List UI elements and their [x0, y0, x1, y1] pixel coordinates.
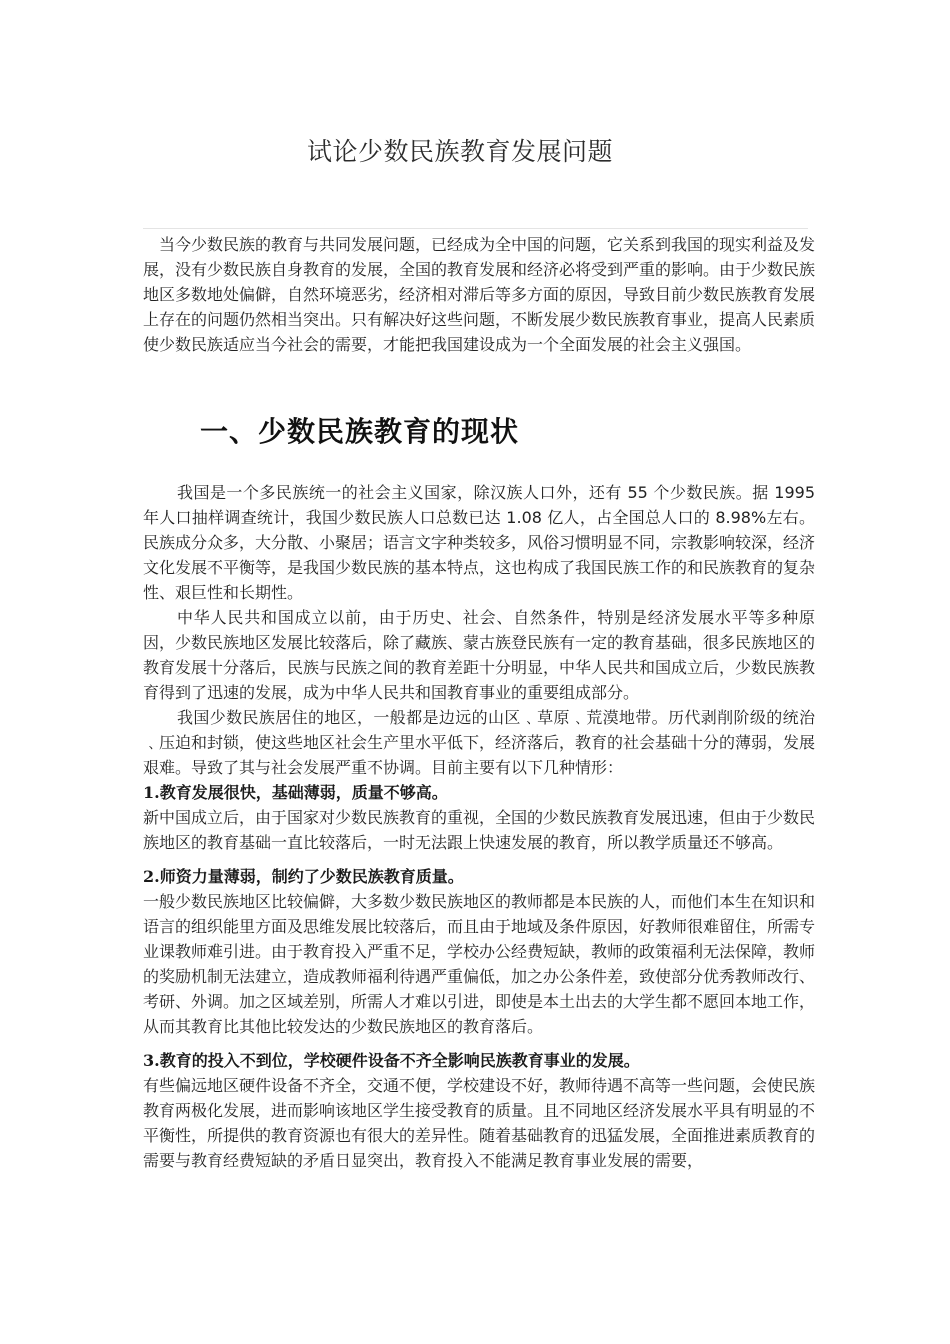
body-paragraph: 我国是一个多民族统一的社会主义国家，除汉族人口外，还有 55 个少数民族。据 1995 年人口抽样调查统计，我国少数民族人口总数已达 1.08 亿人，占全国总人口的 8.98%左右。民族成分众多，大分散、小聚居；语言文字种类较多，风俗习惯明显不同，宗教影响较深，经济文化发展不平衡等，是我国少数民族的基本特点，这也构成了我国民族工作的和民族教育的复杂性、艰巨性和长期性。: [143, 483, 816, 602]
subsection-heading: 3.教育的投入不到位，学校硬件设备不齐全影响民族教育事业的发展。: [143, 1051, 640, 1070]
subsection-paragraph: 新中国成立后，由于国家对少数民族教育的重视，全国的少数民族教育发展迅速，但由于少数民族地区的教育基础一直比较落后，一时无法跟上快速发展的教育，所以教学质量还不够高。: [143, 808, 816, 852]
subsection-heading: 2.师资力量薄弱，制约了少数民族教育质量。: [143, 867, 464, 886]
intro-paragraph: 当今少数民族的教育与共同发展问题，已经成为全中国的问题，它关系到我国的现实利益及发展，没有少数民族自身教育的发展，全国的教育发展和经济必将受到严重的影响。由于少数民族地区多数地处偏僻，自然环境恶劣，经济相对滞后等多方面的原因，导致目前少数民族教育发展上存在的问题仍然相当突出。只有解决好这些问题，不断发展少数民族教育事业，提高人民素质使少数民族适应当今社会的需要，才能把我国建设成为一个全面发展的社会主义强国。: [143, 235, 816, 354]
section-heading: 一、少数民族教育的现状: [200, 415, 520, 448]
subsection-heading: 1.教育发展很快，基础薄弱，质量不够高。: [143, 783, 448, 802]
title-divider: [143, 228, 808, 229]
document-title: 试论少数民族教育发展问题: [306, 137, 613, 166]
body-paragraph: 中华人民共和国成立以前，由于历史、社会、自然条件，特别是经济发展水平等多种原因，少数民族地区发展比较落后，除了藏族、蒙古族登民族有一定的教育基础，很多民族地区的教育发展十分落后，民族与民族之间的教育差距十分明显，中华人民共和国成立后，少数民族教育得到了迅速的发展，成为中华人民共和国教育事业的重要组成部分。: [143, 608, 816, 702]
section-body: [143, 480, 815, 1173]
body-paragraph: 我国少数民族居住的地区，一般都是边远的山区﹑草原﹑荒漠地带。历代剥削阶级的统治﹑压迫和封锁，使这些地区社会生产里水平低下，经济落后，教育的社会基础十分的薄弱，发展艰难。导致了其与社会发展严重不协调。目前主要有以下几种情形：: [143, 708, 816, 777]
subsection-paragraph: 一般少数民族地区比较偏僻，大多数少数民族地区的教师都是本民族的人，而他们本生在知识和语言的组织能里方面及思维发展比较落后，而且由于地域及条件原因，好教师很难留住，所需专业课教师难引进。由于教育投入严重不足，学校办公经费短缺，教师的政策福利无法保障，教师的奖励机制无法建立，造成教师福利待遇严重偏低，加之办公条件差，致使部分优秀教师改行、考研、外调。加之区域差别，所需人才难以引进，即使是本土出去的大学生都不愿回本地工作，从而其教育比其他比较发达的少数民族地区的教育落后。: [143, 892, 816, 1036]
subsection-paragraph: 有些偏远地区硬件设备不齐全，交通不便，学校建设不好，教师待遇不高等一些问题，会使民族教育两极化发展，进而影响该地区学生接受教育的质量。且不同地区经济发展水平具有明显的不平衡性，所提供的教育资源也有很大的差异性。随着基础教育的迅猛发展，全面推进素质教育的需要与教育经费短缺的矛盾日显突出，教育投入不能满足教育事业发展的需要，: [143, 1076, 816, 1170]
